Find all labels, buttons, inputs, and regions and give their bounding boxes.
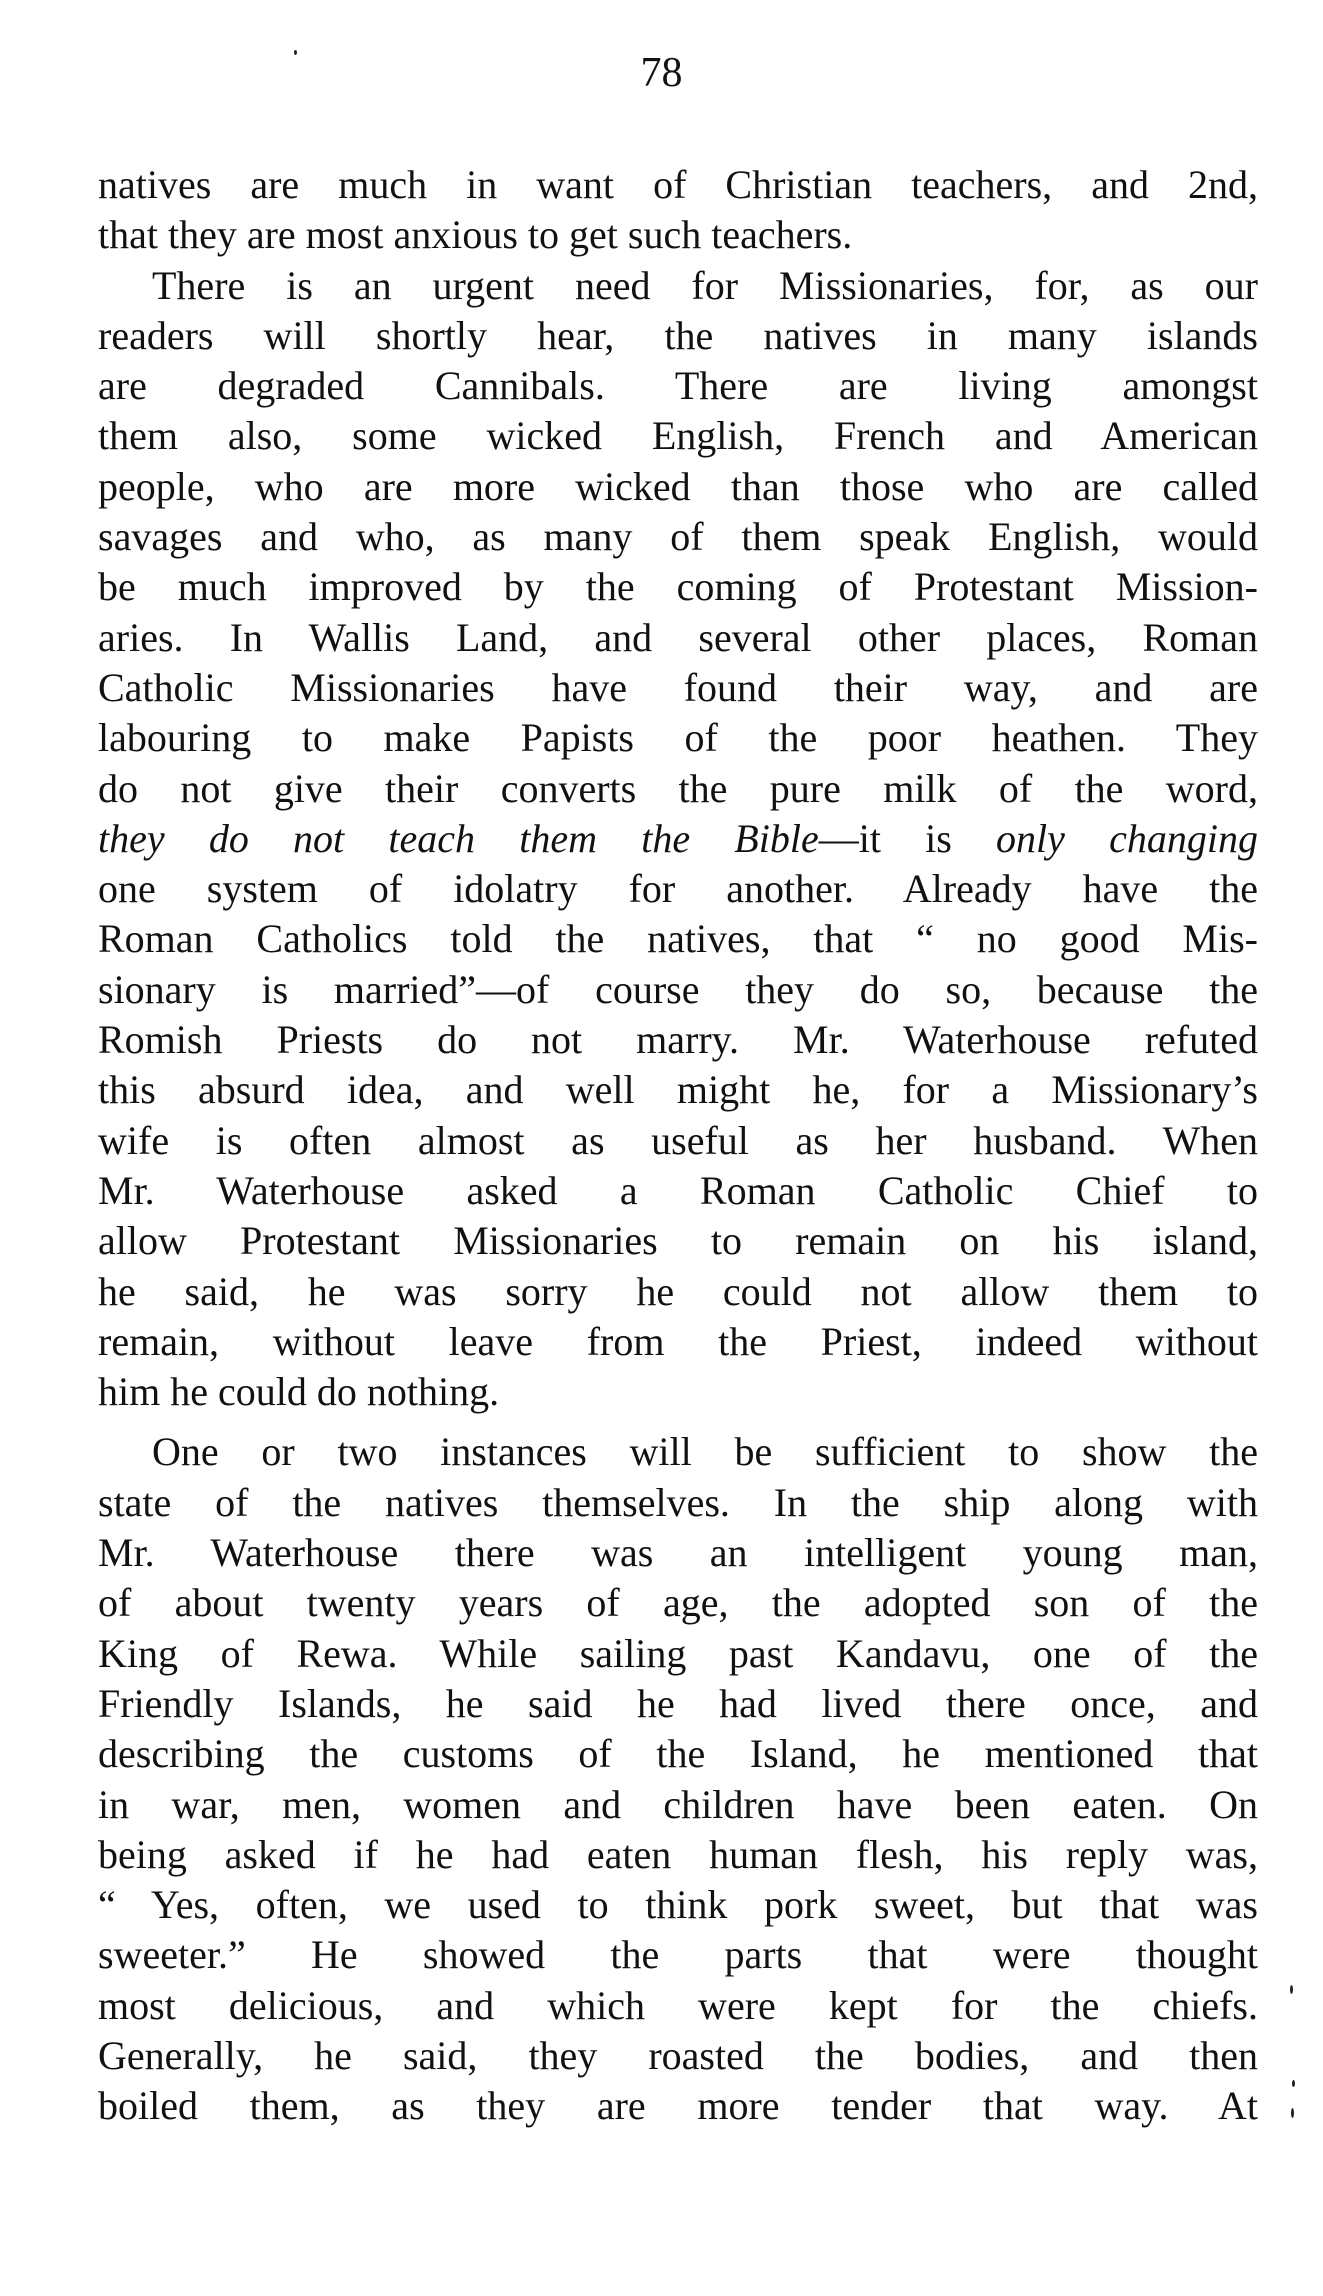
text-line: describing the customs of the Island, he mentioned that [98, 1731, 1258, 1777]
scan-speck [1291, 2108, 1294, 2118]
text-line: boiled them, as they are more tender that way. At [98, 2083, 1258, 2129]
text-line: One or two instances will be sufficient to show the [152, 1429, 1258, 1475]
text-line: wife is often almost as useful as her husband. When [98, 1117, 1258, 1163]
italic-phrase: they do not teach them the Bible [98, 815, 819, 861]
text-line: being asked if he had eaten human flesh, his reply was, [98, 1831, 1258, 1877]
text-line: Catholic Missionaries have found their way, and are [98, 664, 1258, 710]
text-line: that they are most anxious to get such teachers. [98, 212, 853, 258]
text-line: him he could do nothing. [98, 1369, 500, 1415]
paragraph [98, 261, 1258, 1418]
scan-speck [1292, 2080, 1295, 2087]
text-line: aries. In Wallis Land, and several other places, Roman [98, 614, 1258, 660]
text-line: this absurd idea, and well might he, for a Missionary’s [98, 1067, 1258, 1113]
text-line-mixed-italic [98, 814, 1258, 864]
text-line: one system of idolatry for another. Already have the [98, 866, 1258, 912]
text-line: Mr. Waterhouse asked a Roman Catholic Chief to [98, 1167, 1258, 1213]
scan-speck [1290, 1985, 1293, 1994]
text-line: “ Yes, often, we used to think pork sweet, but that was [98, 1882, 1258, 1928]
text-line: people, who are more wicked than those who are called [98, 463, 1258, 509]
text-line: Generally, he said, they roasted the bodies, and then [98, 2032, 1258, 2078]
page-number: 78 [640, 50, 683, 96]
text-line: Romish Priests do not marry. Mr. Waterhouse refuted [98, 1017, 1258, 1063]
text-line: sionary is married”—of course they do so, because the [98, 966, 1258, 1012]
text-line: allow Protestant Missionaries to remain on his island, [98, 1218, 1258, 1264]
text-line: readers will shortly hear, the natives in many islands [98, 312, 1258, 358]
paragraph [98, 1427, 1258, 2131]
text-line: do not give their converts the pure milk of the word, [98, 765, 1258, 811]
plain-phrase: —it is [818, 815, 997, 861]
text-line: state of the natives themselves. In the ship along with [98, 1479, 1258, 1525]
text-line: There is an urgent need for Missionaries, for, as our [152, 262, 1258, 308]
text-line: Roman Catholics told the natives, that “ no good Mis- [98, 916, 1258, 962]
text-line: be much improved by the coming of Protestant Mission- [98, 564, 1258, 610]
text-line: King of Rewa. While sailing past Kandavu, one of the [98, 1630, 1258, 1676]
text-line: are degraded Cannibals. There are living amongst [98, 363, 1258, 409]
text-line: in war, men, women and children have been eaten. On [98, 1781, 1258, 1827]
text-line: Friendly Islands, he said he had lived there once, and [98, 1680, 1258, 1726]
text-line: sweeter.” He showed the parts that were thought [98, 1932, 1258, 1978]
body-text [98, 160, 1258, 2132]
scan-speck [294, 50, 297, 55]
text-line: Mr. Waterhouse there was an intelligent young man, [98, 1530, 1258, 1576]
text-line: of about twenty years of age, the adopted son of the [98, 1580, 1258, 1626]
text-line: natives are much in want of Christian teachers, and 2nd, [98, 162, 1258, 207]
italic-phrase: only changing [996, 815, 1258, 861]
text-line: them also, some wicked English, French and American [98, 413, 1258, 459]
text-line: remain, without leave from the Priest, indeed without [98, 1318, 1258, 1364]
text-line: he said, he was sorry he could not allow them to [98, 1268, 1258, 1314]
text-line: most delicious, and which were kept for the chiefs. [98, 1982, 1258, 2028]
paragraph [98, 160, 1258, 261]
text-line: labouring to make Papists of the poor heathen. They [98, 715, 1258, 761]
text-line: savages and who, as many of them speak English, would [98, 514, 1258, 560]
